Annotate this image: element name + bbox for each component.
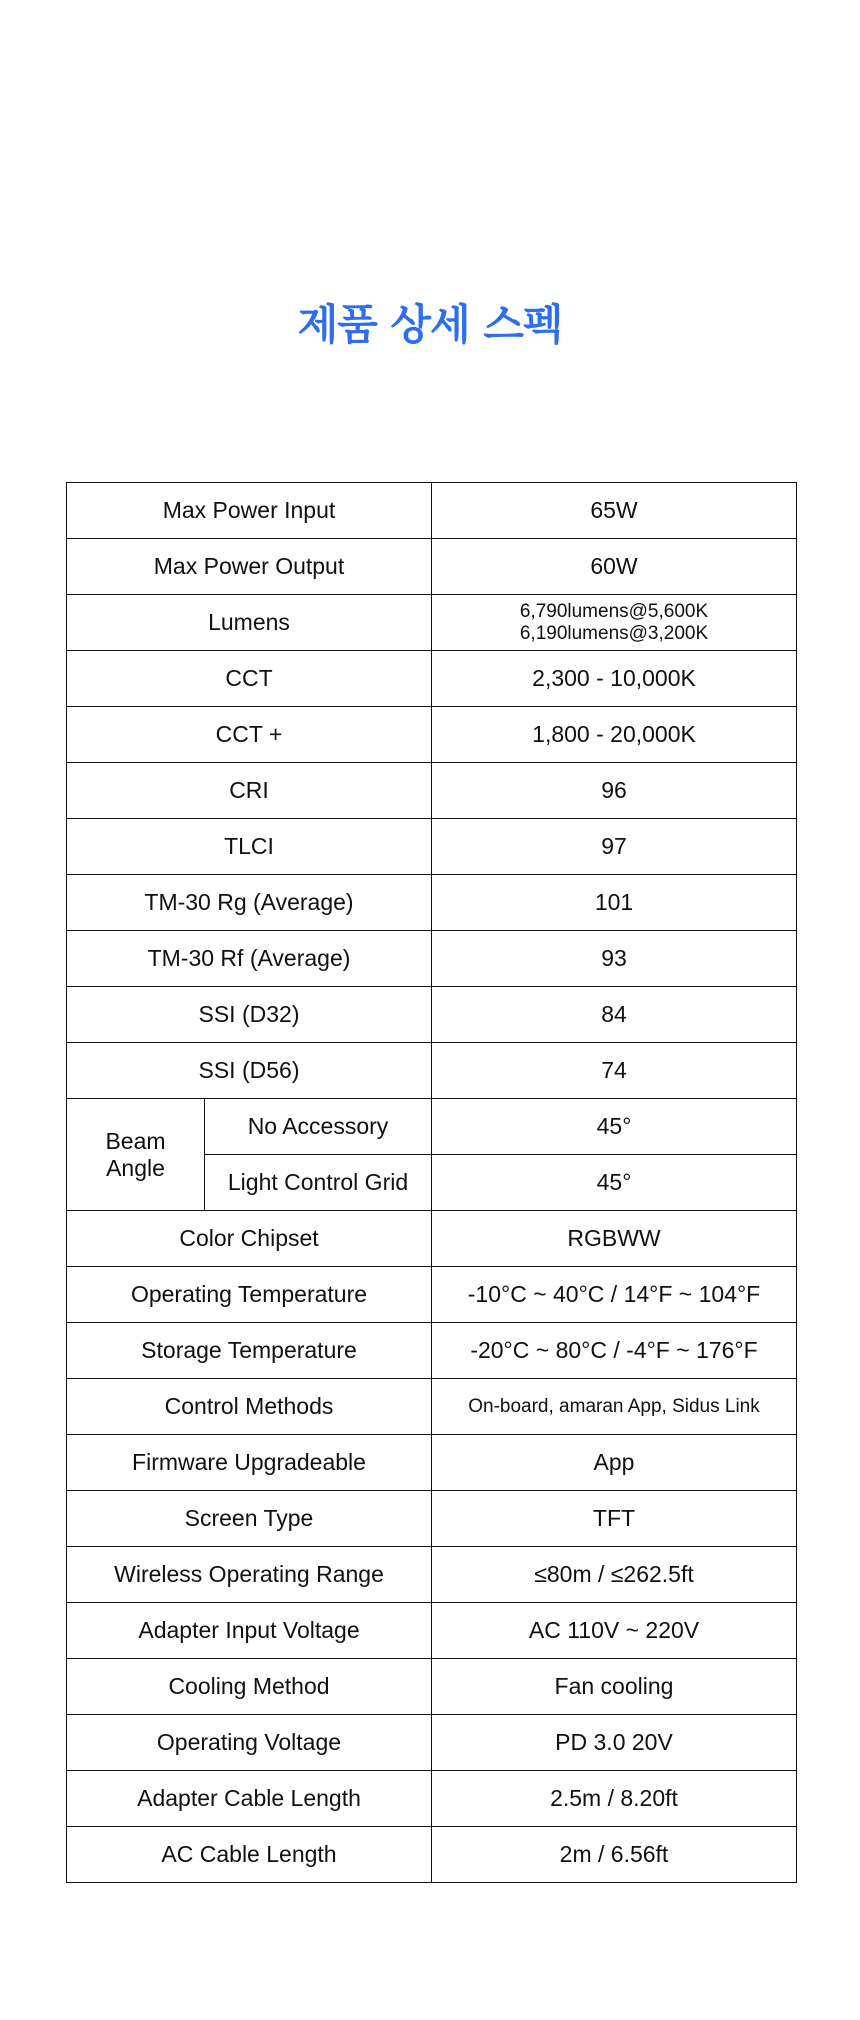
spec-label: CCT + — [67, 707, 432, 763]
spec-label: SSI (D32) — [67, 987, 432, 1043]
table-row — [67, 1099, 797, 1155]
spec-label: Adapter Cable Length — [67, 1771, 432, 1827]
table-row — [67, 539, 797, 595]
spec-label-line: Beam — [105, 1128, 166, 1155]
spec-label: Max Power Input — [67, 483, 432, 539]
table-row — [67, 1267, 797, 1323]
table-row — [67, 1827, 797, 1883]
spec-table — [66, 482, 797, 1883]
spec-value: ≤80m / ≤262.5ft — [432, 1547, 797, 1603]
spec-label: Operating Voltage — [67, 1715, 432, 1771]
spec-label: Color Chipset — [67, 1211, 432, 1267]
spec-value: RGBWW — [432, 1211, 797, 1267]
spec-value: App — [432, 1435, 797, 1491]
spec-value: 97 — [432, 819, 797, 875]
spec-value: -10°C ~ 40°C / 14°F ~ 104°F — [432, 1267, 797, 1323]
spec-value: AC 110V ~ 220V — [432, 1603, 797, 1659]
spec-value-line: 6,190lumens@3,200K — [519, 622, 709, 644]
spec-label: Cooling Method — [67, 1659, 432, 1715]
spec-value: 2m / 6.56ft — [432, 1827, 797, 1883]
spec-value: 96 — [432, 763, 797, 819]
spec-label: TLCI — [67, 819, 432, 875]
spec-label: Control Methods — [67, 1379, 432, 1435]
spec-value: 65W — [432, 483, 797, 539]
spec-value: PD 3.0 20V — [432, 1715, 797, 1771]
table-row — [67, 595, 797, 651]
table-row — [67, 819, 797, 875]
spec-value: 2.5m / 8.20ft — [432, 1771, 797, 1827]
spec-label: CCT — [67, 651, 432, 707]
table-row — [67, 1659, 797, 1715]
spec-sublabel: Light Control Grid — [205, 1155, 432, 1211]
spec-label-line: Angle — [106, 1154, 165, 1181]
spec-label: Max Power Output — [67, 539, 432, 595]
table-row — [67, 1323, 797, 1379]
spec-label: SSI (D56) — [67, 1043, 432, 1099]
spec-value: 101 — [432, 875, 797, 931]
table-row — [67, 1043, 797, 1099]
spec-value: 45° — [432, 1155, 797, 1211]
table-row — [67, 1211, 797, 1267]
spec-value-multiline — [432, 595, 797, 651]
table-row — [67, 1771, 797, 1827]
page-title: 제품 상세 스펙 — [297, 300, 563, 349]
spec-label: Adapter Input Voltage — [67, 1603, 432, 1659]
spec-label: Lumens — [67, 595, 432, 651]
spec-value: 74 — [432, 1043, 797, 1099]
spec-label: CRI — [67, 763, 432, 819]
spec-value: 60W — [432, 539, 797, 595]
table-row — [67, 1435, 797, 1491]
spec-value: TFT — [432, 1491, 797, 1547]
table-row — [67, 651, 797, 707]
spec-value-line: 6,790lumens@5,600K — [519, 600, 709, 622]
table-row — [67, 483, 797, 539]
spec-sublabel: No Accessory — [205, 1099, 432, 1155]
beam-angle-group-label — [67, 1099, 205, 1211]
spec-label: Operating Temperature — [67, 1267, 432, 1323]
spec-value: -20°C ~ 80°C / -4°F ~ 176°F — [432, 1323, 797, 1379]
spec-value: 93 — [432, 931, 797, 987]
spec-value: Fan cooling — [432, 1659, 797, 1715]
spec-value: 1,800 - 20,000K — [432, 707, 797, 763]
table-row — [67, 1715, 797, 1771]
table-row — [67, 707, 797, 763]
spec-label: TM-30 Rf (Average) — [67, 931, 432, 987]
spec-value: 2,300 - 10,000K — [432, 651, 797, 707]
spec-label: Firmware Upgradeable — [67, 1435, 432, 1491]
table-row — [67, 875, 797, 931]
spec-label: AC Cable Length — [67, 1827, 432, 1883]
table-row — [67, 1547, 797, 1603]
table-row — [67, 1603, 797, 1659]
table-row — [67, 1491, 797, 1547]
table-row — [67, 763, 797, 819]
table-row — [67, 931, 797, 987]
spec-value: On-board, amaran App, Sidus Link — [432, 1379, 797, 1435]
spec-label: Storage Temperature — [67, 1323, 432, 1379]
spec-label: Screen Type — [67, 1491, 432, 1547]
table-row — [67, 987, 797, 1043]
spec-label: TM-30 Rg (Average) — [67, 875, 432, 931]
table-row — [67, 1379, 797, 1435]
spec-value: 84 — [432, 987, 797, 1043]
spec-value: 45° — [432, 1099, 797, 1155]
spec-label: Wireless Operating Range — [67, 1547, 432, 1603]
